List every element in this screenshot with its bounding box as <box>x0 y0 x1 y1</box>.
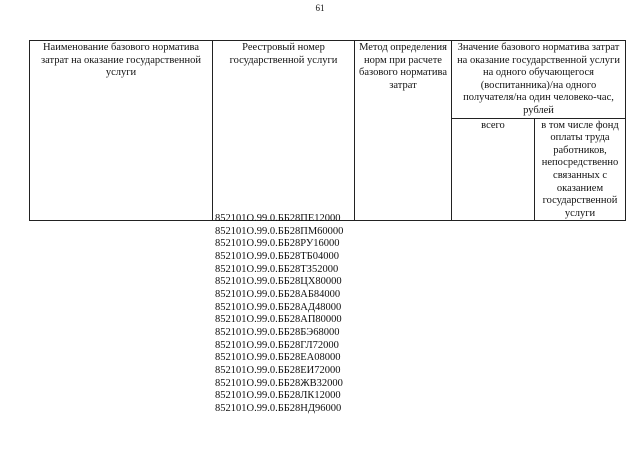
header-cell-total: всего <box>452 118 535 221</box>
header-cell-method: Метод определения норм при расчете базового норматива затрат <box>355 41 452 221</box>
registry-code: 852101О.99.0.ББ28ЕА08000 <box>215 352 341 364</box>
registry-code: 852101О.99.0.ББ28ЛК12000 <box>215 390 341 402</box>
registry-code: 852101О.99.0.ББ28АД48000 <box>215 301 342 313</box>
registry-code: 852101О.99.0.ББ28ЕИ72000 <box>215 364 341 376</box>
registry-code: 852101О.99.0.ББ28ЦХ80000 <box>215 276 342 288</box>
registry-code: 852101О.99.0.ББ28ЖВ32000 <box>215 377 343 389</box>
header-cell-registry-number: Реестровый номер государственной услуги <box>213 41 355 221</box>
registry-code: 852101О.99.0.ББ28ТБ04000 <box>215 250 339 262</box>
header-cell-incl-payroll: в том числе фонд оплаты труда работников, непосредственно связанных с оказанием государственной услуги <box>535 118 626 221</box>
registry-code: 852101О.99.0.ББ28АБ84000 <box>215 288 341 300</box>
registry-code: 852101О.99.0.ББ28ГЛ72000 <box>215 339 339 351</box>
registry-code: 852101О.99.0.ББ28НД96000 <box>215 402 342 414</box>
header-cell-normative-value: Значение базового норматива затрат на оказание государственной услуги на одного обучающегося (воспитанника)/на одного получателя/на один человеко-час, рублей <box>452 41 626 119</box>
registry-code: 852101О.99.0.ББ28АП80000 <box>215 314 342 326</box>
normative-cost-header-table <box>29 40 626 221</box>
registry-code-list <box>215 213 343 416</box>
header-cell-service-name: Наименование базового норматива затрат на оказание государственной услуги <box>30 41 213 221</box>
page-number: 61 <box>315 3 325 13</box>
registry-code: 852101О.99.0.ББ28РУ16000 <box>215 238 340 250</box>
registry-code: 852101О.99.0.ББ28БЭ68000 <box>215 326 340 338</box>
registry-code: 852101О.99.0.ББ28ТЗ52000 <box>215 263 339 275</box>
registry-code: 852101О.99.0.ББ28ПЕ12000 <box>215 213 341 224</box>
registry-code: 852101О.99.0.ББ28ПМ60000 <box>215 225 344 237</box>
